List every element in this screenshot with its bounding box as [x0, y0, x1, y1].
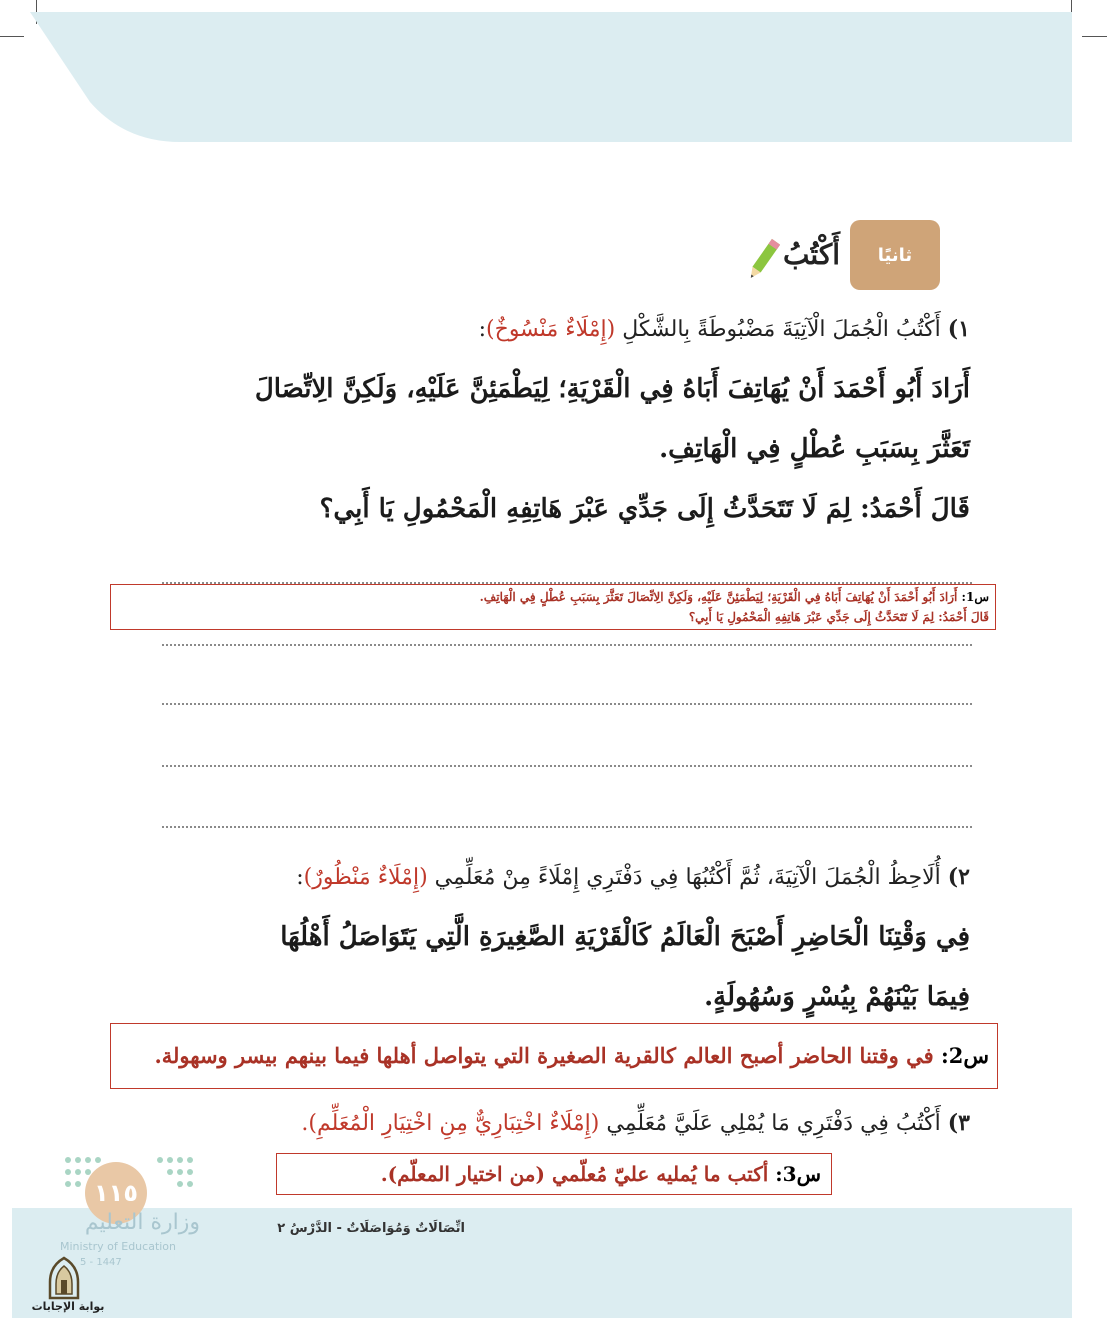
- question-number: ١): [947, 316, 970, 342]
- question-1-line-3: قَالَ أَحْمَدُ: لِمَ لَا تَتَحَدَّثُ إِلَى جَدِّي عَبْرَ هَاتِفِهِ الْمَحْمُولِ يَا أَبِي؟: [319, 494, 970, 524]
- writing-line: [162, 826, 972, 828]
- question-number: ٢): [947, 864, 970, 890]
- top-decorative-band: [30, 12, 1072, 142]
- question-2-instruction: [140, 864, 970, 890]
- writing-line: [162, 703, 972, 705]
- instruction-text: أُلَاحِظُ الْجُمَلَ الْآتِيَةَ، ثُمَّ أَكْتُبُهَا فِي دَفْتَرِي إِمْلَاءً مِنْ مُعَلِّمِي: [434, 865, 941, 890]
- section-title: أَكْتُبُ: [782, 238, 840, 271]
- dictation-type: (إِمْلَاءٌ مَنْسُوخٌ): [486, 317, 616, 342]
- section-badge: ثانيًا: [850, 220, 940, 290]
- answer-1-line-2: قَالَ أَحْمَدُ: لِمَ لَا تَتَحَدَّثُ إِلَى جَدِّي عَبْرَ هَاتِفِهِ الْمَحْمُولِ يَا أَبِي؟: [688, 610, 989, 624]
- question-1-instruction: [140, 316, 970, 342]
- dictation-type: (إِمْلَاءٌ مَنْظُورٌ): [303, 865, 428, 890]
- answer-box-3: [276, 1153, 832, 1195]
- crop-mark: [0, 36, 24, 37]
- dictation-type: (إِمْلَاءٌ اخْتِبَارِيٌّ مِنِ اخْتِيَارِ الْمُعَلِّمِ).: [301, 1111, 600, 1136]
- answer-text: أَرَادَ أَبُو أَحْمَدَ أَنْ يُهَاتِفَ أَبَاهُ فِي الْقَرْيَةِ؛ لِيَطْمَئِنَّ عَلَيْهِ، وَلَكِنَّ الِاتِّصَالَ تَعَثَّرَ بِسَبَبِ عُطْلٍ فِي الْهَاتِفِ.: [479, 590, 958, 604]
- instruction-text: أَكْتُبُ الْجُمَلَ الْآتِيَةَ مَضْبُوطَةً بِالشَّكْلِ: [622, 317, 941, 342]
- pencil-icon: [748, 234, 780, 284]
- question-1-line-1: أَرَادَ أَبُو أَحْمَدَ أَنْ يُهَاتِفَ أَبَاهُ فِي الْقَرْيَةِ؛ لِيَطْمَئِنَّ عَلَيْهِ، وَلَكِنَّ الِاتِّصَالَ: [254, 374, 970, 404]
- portal-name: بوابة الإجابات: [31, 1300, 105, 1313]
- page-number: ١١٥: [85, 1162, 147, 1224]
- answer-text: في وقتنا الحاضر أصبح العالم كالقرية الصغيرة التي يتواصل أهلها فيما بينهم بيسر وسهولة.: [154, 1043, 934, 1068]
- answer-1-line-1: [117, 587, 989, 607]
- question-2-line-1: فِي وَقْتِنَا الْحَاضِرِ أَصْبَحَ الْعَالَمُ كَالْقَرْيَةِ الصَّغِيرَةِ الَّتِي يَتَوَاصَلُ أَهْلُهَا: [280, 922, 970, 952]
- writing-line: [162, 644, 972, 646]
- question-1-line-2: تَعَثَّرَ بِسَبَبِ عُطْلٍ فِي الْهَاتِفِ.: [659, 434, 970, 464]
- ministry-name-english: Ministry of Education: [60, 1240, 177, 1253]
- edition-year: 5 - 1447: [80, 1257, 122, 1268]
- instruction-text: أَكْتُبُ فِي دَفْتَرِي مَا يُمْلِي عَلَيَّ مُعَلِّمِي: [606, 1111, 941, 1136]
- ministry-name-arabic: وزارة التعليم: [84, 1210, 200, 1235]
- colon: :: [296, 865, 304, 890]
- lesson-footer: اتِّصَالَاتٌ وَمُوَاصَلَاتٌ - الدَّرْسُ ٢: [277, 1221, 465, 1236]
- question-2-line-2: فِيمَا بَيْنَهُمْ بِيُسْرٍ وَسُهُولَةٍ.: [704, 982, 970, 1012]
- answer-3-line: [287, 1154, 821, 1194]
- answer-label: س3:: [775, 1162, 821, 1186]
- writing-line: [162, 765, 972, 767]
- question-number: ٣): [947, 1110, 970, 1136]
- portal-logo-icon: [44, 1256, 84, 1300]
- question-3-instruction: [140, 1110, 970, 1136]
- answer-label: س1:: [961, 590, 989, 604]
- answer-text: أكتب ما يُمليه عليّ مُعلّمي (من اختيار المعلّم).: [380, 1162, 769, 1186]
- answer-2-line: [119, 1024, 989, 1088]
- answer-box-1: [110, 584, 996, 630]
- colon: :: [478, 317, 487, 342]
- answer-box-2: [110, 1023, 998, 1089]
- answer-label: س2:: [940, 1043, 989, 1068]
- crop-mark: [1082, 36, 1107, 37]
